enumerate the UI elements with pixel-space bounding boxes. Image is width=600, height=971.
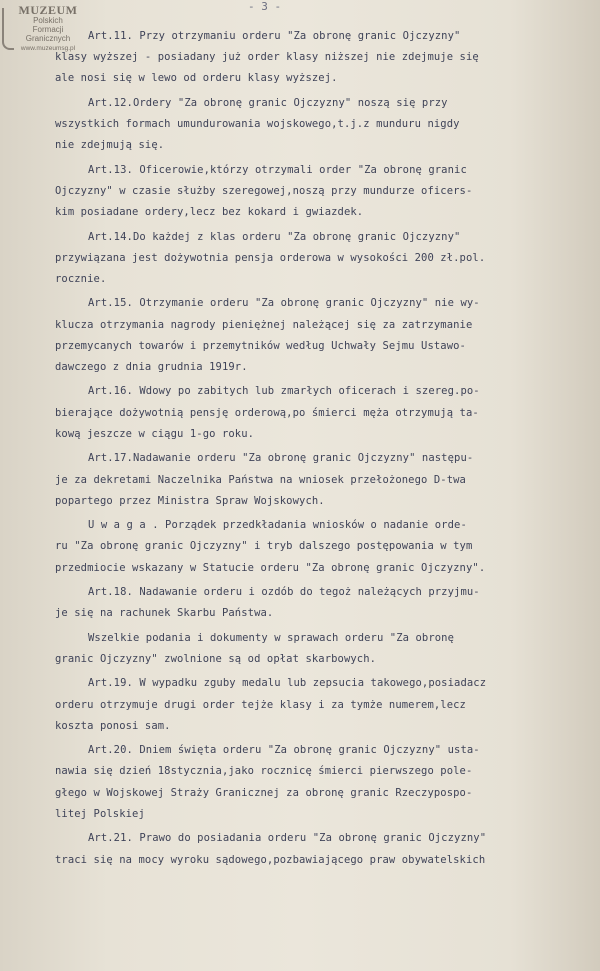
text-line: dawczego z dnia grudnia 1919r.: [55, 361, 248, 373]
text-line: litej Polskiej: [55, 807, 145, 820]
text-line: rocznie.: [55, 272, 107, 285]
text-line: bierające dożywotnią pensję orderową,po śmierci męża otrzymują ta-: [55, 406, 479, 419]
text-line: Art.15. Otrzymanie orderu "Za obronę granic Ojczyzny" nie wy-: [88, 297, 480, 310]
text-line: Art.14.Do każdej z klas orderu "Za obronę granic Ojczyzny": [88, 230, 461, 243]
text-line: Art.21. Prawo do posiadania orderu "Za obronę granic Ojczyzny": [88, 832, 487, 845]
article-16: [55, 381, 575, 445]
text-line: orderu otrzymuje drugi order tejże klasy i za tymże numerem,lecz: [55, 698, 466, 711]
text-line: wszystkich formach umundurowania wojskowego,t.j.z munduru nigdy: [55, 118, 460, 131]
article-14: [55, 227, 575, 291]
article-21: [55, 828, 575, 870]
note-uwaga: [55, 515, 575, 579]
text-line: Art.16. Wdowy po zabitych lub zmarłych oficerach i szereg.po-: [88, 385, 480, 398]
page-number-marker: - 3 -: [248, 0, 282, 13]
typewritten-text-body: [55, 26, 575, 874]
text-line: Art.12.Ordery "Za obronę granic Ojczyzny" noszą się przy: [88, 96, 448, 109]
text-line: Art.17.Nadawanie orderu "Za obronę granic Ojczyzny" następu-: [88, 452, 474, 465]
watermark-title: MUZEUM: [18, 3, 78, 17]
text-line: ale nosi się w lewo od orderu klasy wyższej.: [55, 72, 338, 85]
text-line: nawia się dzień 18stycznia,jako rocznicę śmierci pierwszego pole-: [55, 765, 473, 778]
text-line: przemycanych towarów i przemytników według Uchwały Sejmu Ustawo-: [55, 339, 466, 352]
text-line: Art.19. W wypadku zguby medalu lub zepsucia takowego,posiadacz: [88, 677, 487, 690]
text-line: traci się na mocy wyroku sądowego,pozbawiającego praw obywatelskich: [55, 853, 486, 866]
text-line: klasy wyższej - posiadany już order klasy niższej nie zdejmuje się: [55, 51, 479, 64]
article-11: [55, 26, 575, 90]
text-line: przedmiocie wskazany w Statucie orderu "Za obronę granic Ojczyzny".: [55, 561, 486, 574]
text-line: Art.18. Nadawanie orderu i ozdób do tegoż należących przyjmu-: [88, 586, 480, 599]
article-17: [55, 448, 575, 512]
text-line: Ojczyzny" w czasie służby szeregowej,noszą przy mundurze oficers-: [55, 184, 473, 197]
text-line: Art.20. Dniem święta orderu "Za obronę granic Ojczyzny" usta-: [88, 744, 480, 757]
text-line: U w a g a . Porządek przedkładania wniosków o nadanie orde-: [88, 519, 467, 532]
text-line: kową jeszcze w ciągu 1-go roku.: [55, 427, 255, 440]
watermark-url: www.muzeumsg.pl: [20, 45, 76, 52]
watermark-subtitle-3: Granicznych: [25, 34, 71, 43]
article-12: [55, 93, 575, 157]
text-line: je się na rachunek Skarbu Państwa.: [55, 607, 274, 620]
text-line: koszta ponosi sam.: [55, 719, 171, 732]
article-15: [55, 293, 575, 378]
text-line: głego w Wojskowej Straży Granicznej za obronę granic Rzeczypospo-: [55, 786, 473, 799]
text-line: kim posiadane ordery,lecz bez kokard i gwiazdek.: [55, 206, 364, 219]
text-line: Art.11. Przy otrzymaniu orderu "Za obronę granic Ojczyzny": [88, 30, 461, 42]
article-18-fees-paragraph: [55, 628, 575, 670]
watermark-subtitle-1: Polskich: [33, 16, 63, 25]
text-line: Wszelkie podania i dokumenty w sprawach orderu "Za obronę: [88, 631, 455, 644]
article-18: [55, 582, 575, 624]
text-line: granic Ojczyzny" zwolnione są od opłat skarbowych.: [55, 652, 377, 665]
text-line: klucza otrzymania nagrody pieniężnej należącej się za zatrzymanie: [55, 318, 473, 331]
text-line: Art.13. Oficerowie,którzy otrzymali order "Za obronę granic: [88, 163, 467, 176]
article-13: [55, 160, 575, 224]
watermark-subtitle-2: Formacji: [32, 25, 64, 34]
text-line: je za dekretami Naczelnika Państwa na wniosek przełożonego D-twa: [55, 473, 466, 486]
text-line: ru "Za obronę granic Ojczyzny" i tryb dalszego postępowania w tym: [55, 540, 473, 553]
text-line: nie zdejmują się.: [55, 139, 165, 152]
article-19: [55, 673, 575, 737]
text-line: popartego przez Ministra Spraw Wojskowych.: [55, 494, 325, 507]
museum-shield-icon: [2, 8, 14, 50]
article-20: [55, 740, 575, 825]
text-line: przywiązana jest dożywotnia pensja orderowa w wysokości 200 zł.pol.: [55, 251, 486, 264]
